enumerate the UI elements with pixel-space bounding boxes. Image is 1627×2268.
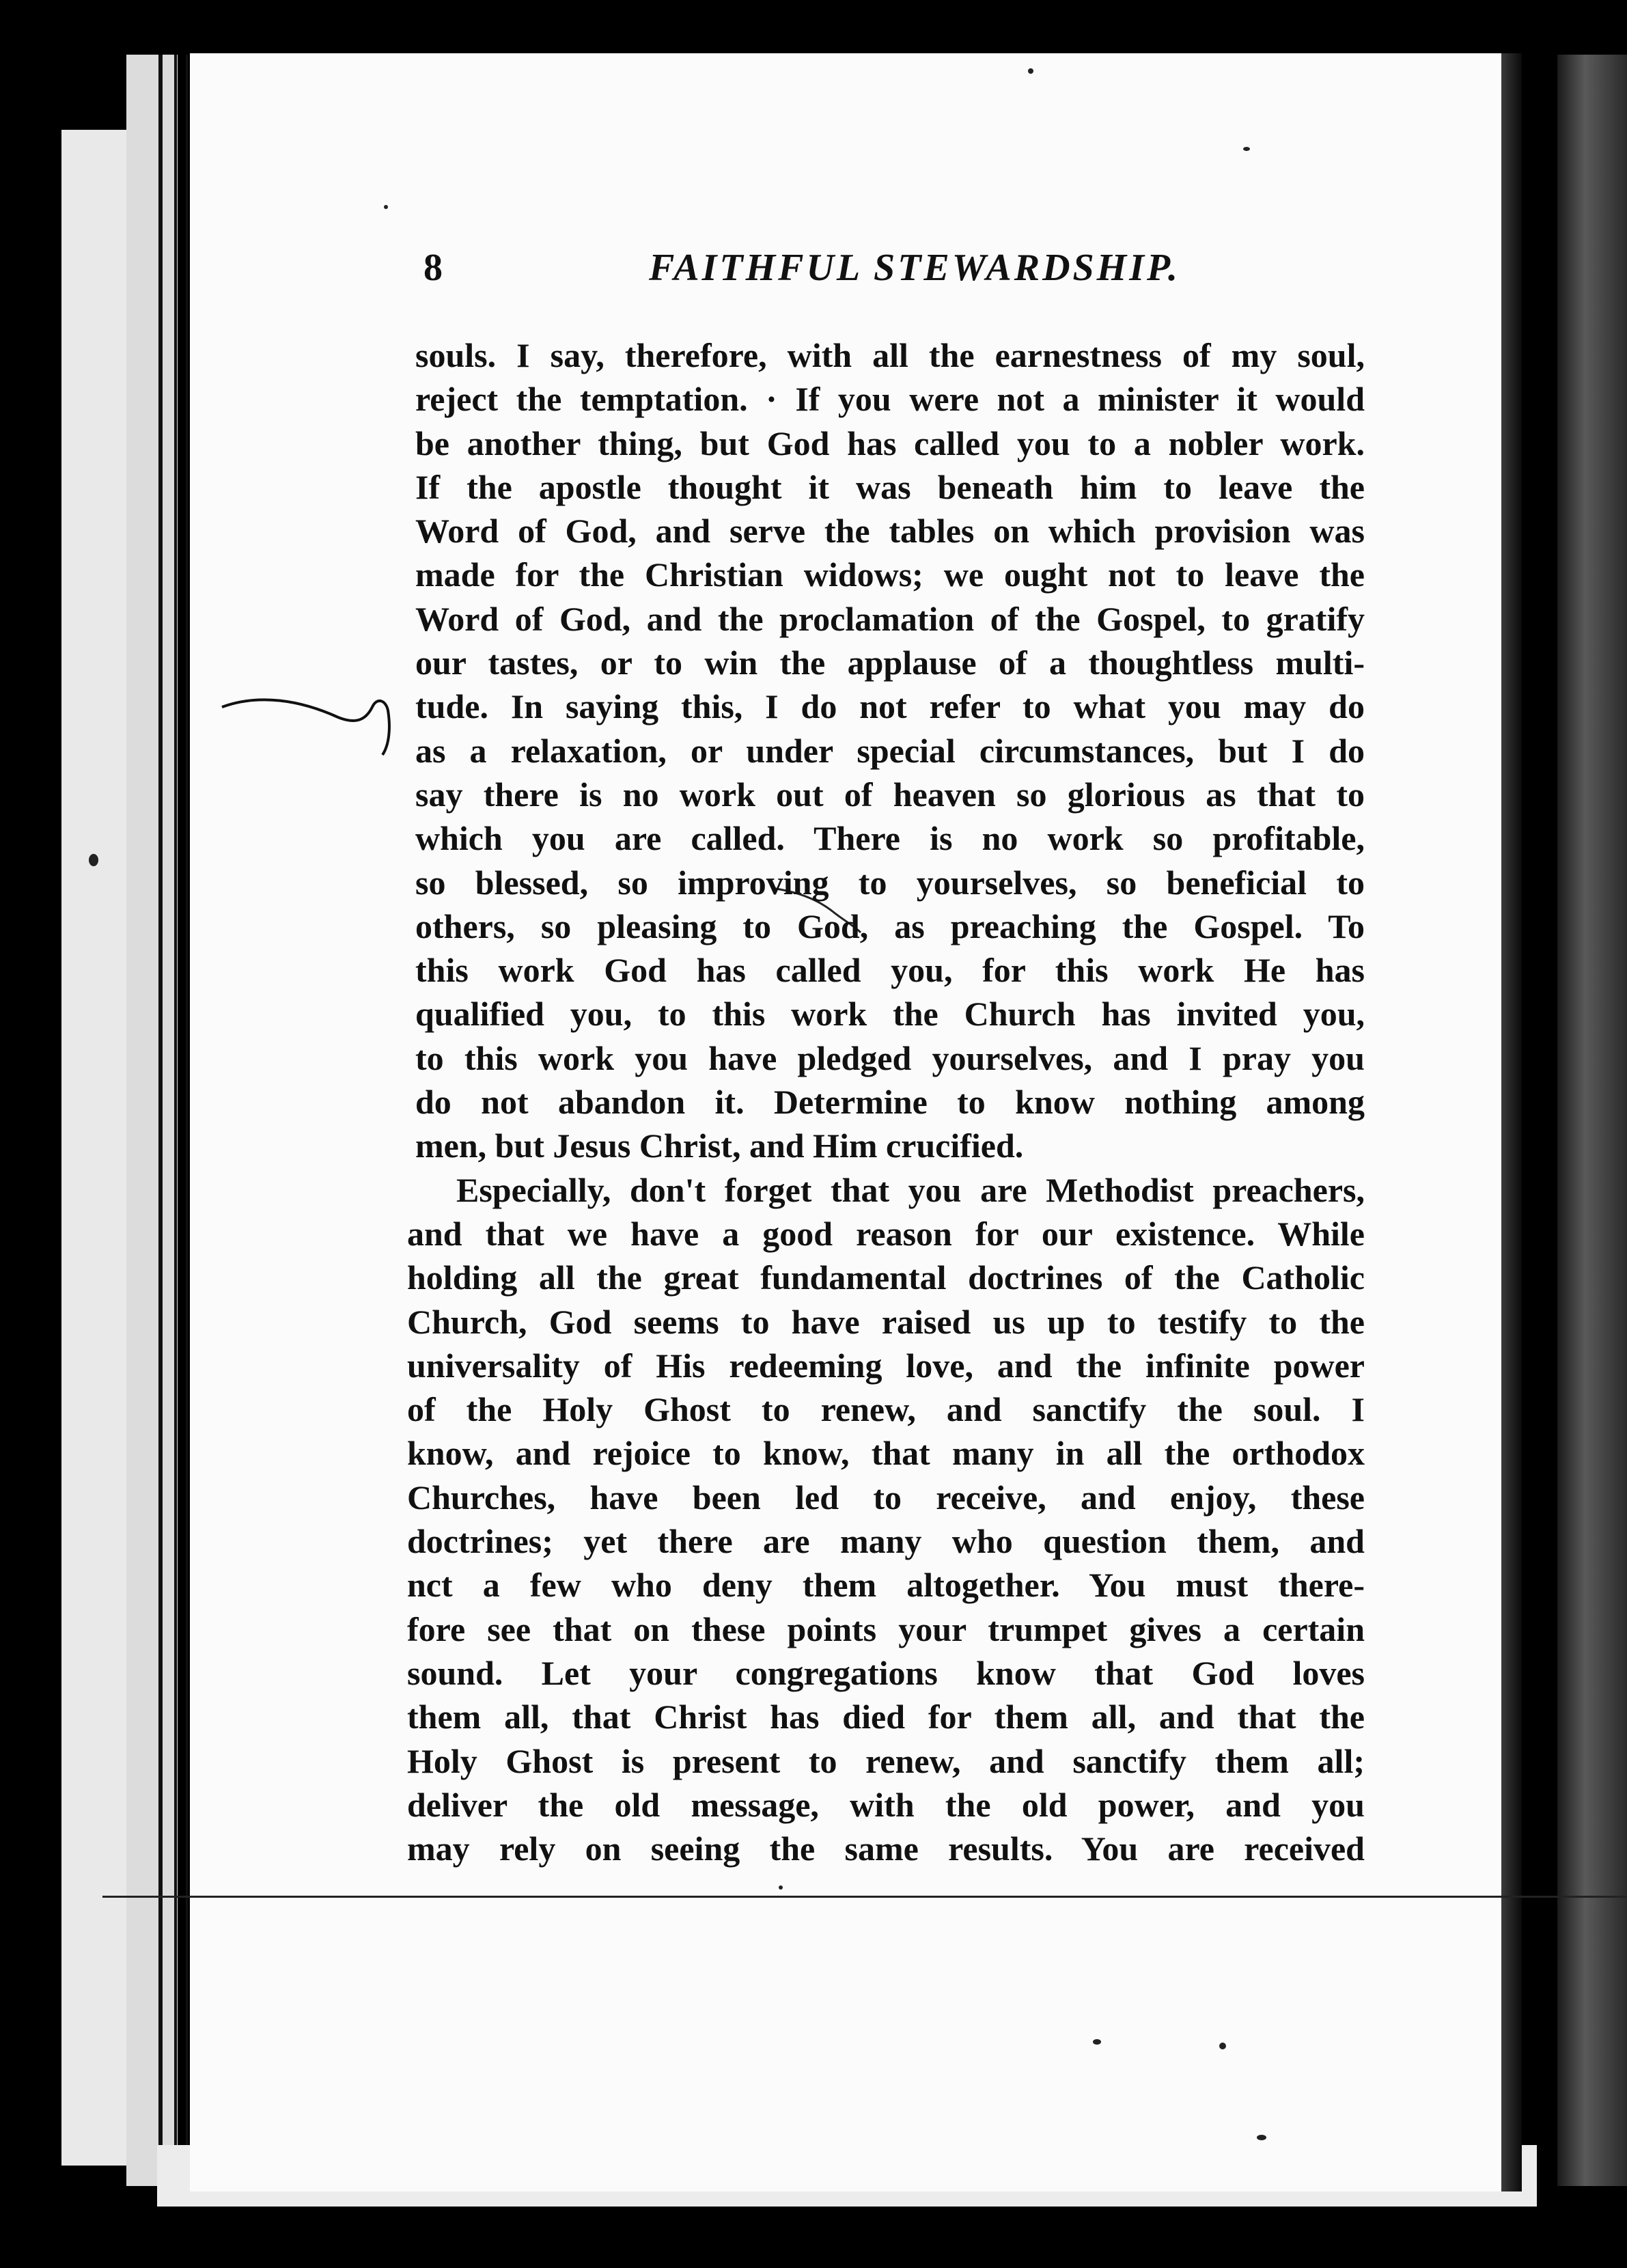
scan-speck <box>1093 2039 1101 2045</box>
text-line: others, so pleasing to God, as preaching the Gospel. To <box>415 907 1365 945</box>
text-line: and that we have a good reason for our existence. While <box>407 1214 1365 1253</box>
page-edge-line <box>186 55 188 2186</box>
page-edge-line <box>174 55 177 2186</box>
text-line: sound. Let your congregations know that God loves <box>407 1653 1365 1692</box>
text-line: Churches, have been led to receive, and enjoy, these <box>407 1478 1365 1517</box>
text-line: be another thing, but God has called you to a nobler work. <box>415 424 1365 462</box>
scan-artifact-line <box>102 1896 1627 1898</box>
page-header <box>423 246 1421 301</box>
text-line: fore see that on these points your trumpet gives a certain <box>407 1609 1365 1648</box>
scan-speck <box>384 205 388 209</box>
text-line: Holy Ghost is present to renew, and sanctify them all; <box>407 1741 1365 1780</box>
text-line: men, but Jesus Christ, and Him crucified. <box>415 1126 1024 1165</box>
page-number: 8 <box>423 247 443 289</box>
text-line: doctrines; yet there are many who question them, and <box>407 1522 1365 1561</box>
scan-speck <box>89 854 98 866</box>
text-line: If the apostle thought it was beneath him to leave the <box>415 467 1365 506</box>
scan-speck <box>1028 68 1033 74</box>
text-line: Word of God, and the proclamation of the Gospel, to gratify <box>415 599 1365 638</box>
text-line: know, and rejoice to know, that many in all the orthodox <box>407 1434 1365 1473</box>
gutter-shadow <box>1501 53 1522 2191</box>
text-line: deliver the old message, with the old power, and you <box>407 1785 1365 1824</box>
text-line: holding all the great fundamental doctrines of the Catholic <box>407 1258 1365 1297</box>
text-line: qualified you, to this work the Church has invited you, <box>415 995 1365 1034</box>
text-line: do not abandon it. Determine to know nothing among <box>415 1083 1365 1122</box>
page-edge-middle <box>126 55 178 2186</box>
body-text <box>407 333 1365 1870</box>
scan-speck <box>1219 2043 1226 2049</box>
text-line: which you are called. There is no work so profitable, <box>415 819 1365 858</box>
text-line: so blessed, so improving to yourselves, so beneficial to <box>415 863 1365 902</box>
text-line: say there is no work out of heaven so glorious as that to <box>415 775 1365 814</box>
text-line: reject the temptation. · If you were not a minister it would <box>415 380 1365 419</box>
text-line: Church, God seems to have raised us up to testify to the <box>407 1302 1365 1341</box>
text-line: souls. I say, therefore, with all the earnestness of my soul, <box>415 336 1365 374</box>
page-edge-back <box>61 130 137 2166</box>
text-line: of the Holy Ghost to renew, and sanctify the soul. I <box>407 1390 1365 1429</box>
text-line: to this work you have pledged yourselves, and I pray you <box>415 1038 1365 1077</box>
running-title: FAITHFUL STEWARDSHIP. <box>649 247 1181 289</box>
text-line: our tastes, or to win the applause of a thoughtless multi- <box>415 644 1365 682</box>
text-line-paragraph-start: Especially, don't forget that you are Methodist preachers, <box>456 1170 1365 1209</box>
text-line: them all, that Christ has died for them all, and that the <box>407 1698 1365 1737</box>
scan-speck <box>1243 147 1250 151</box>
scan-speck <box>779 1885 783 1890</box>
text-line: tude. In saying this, I do not refer to what you may do <box>415 687 1365 726</box>
page-edge-line <box>158 55 163 2186</box>
text-line: this work God has called you, for this work He has <box>415 951 1365 990</box>
text-line: as a relaxation, or under special circumstances, but I do <box>415 731 1365 770</box>
text-line: may rely on seeing the same results. You are received <box>407 1829 1365 1868</box>
text-line: made for the Christian widows; we ought not to leave the <box>415 555 1365 594</box>
scan-speck <box>1257 2135 1266 2140</box>
next-page-edge <box>1557 55 1627 2186</box>
text-line: universality of His redeeming love, and the infinite power <box>407 1346 1365 1385</box>
text-line: Word of God, and serve the tables on which provision was <box>415 512 1365 551</box>
text-line: nct a few who deny them altogether. You must there- <box>407 1566 1365 1605</box>
handwritten-margin-mark <box>219 680 396 762</box>
